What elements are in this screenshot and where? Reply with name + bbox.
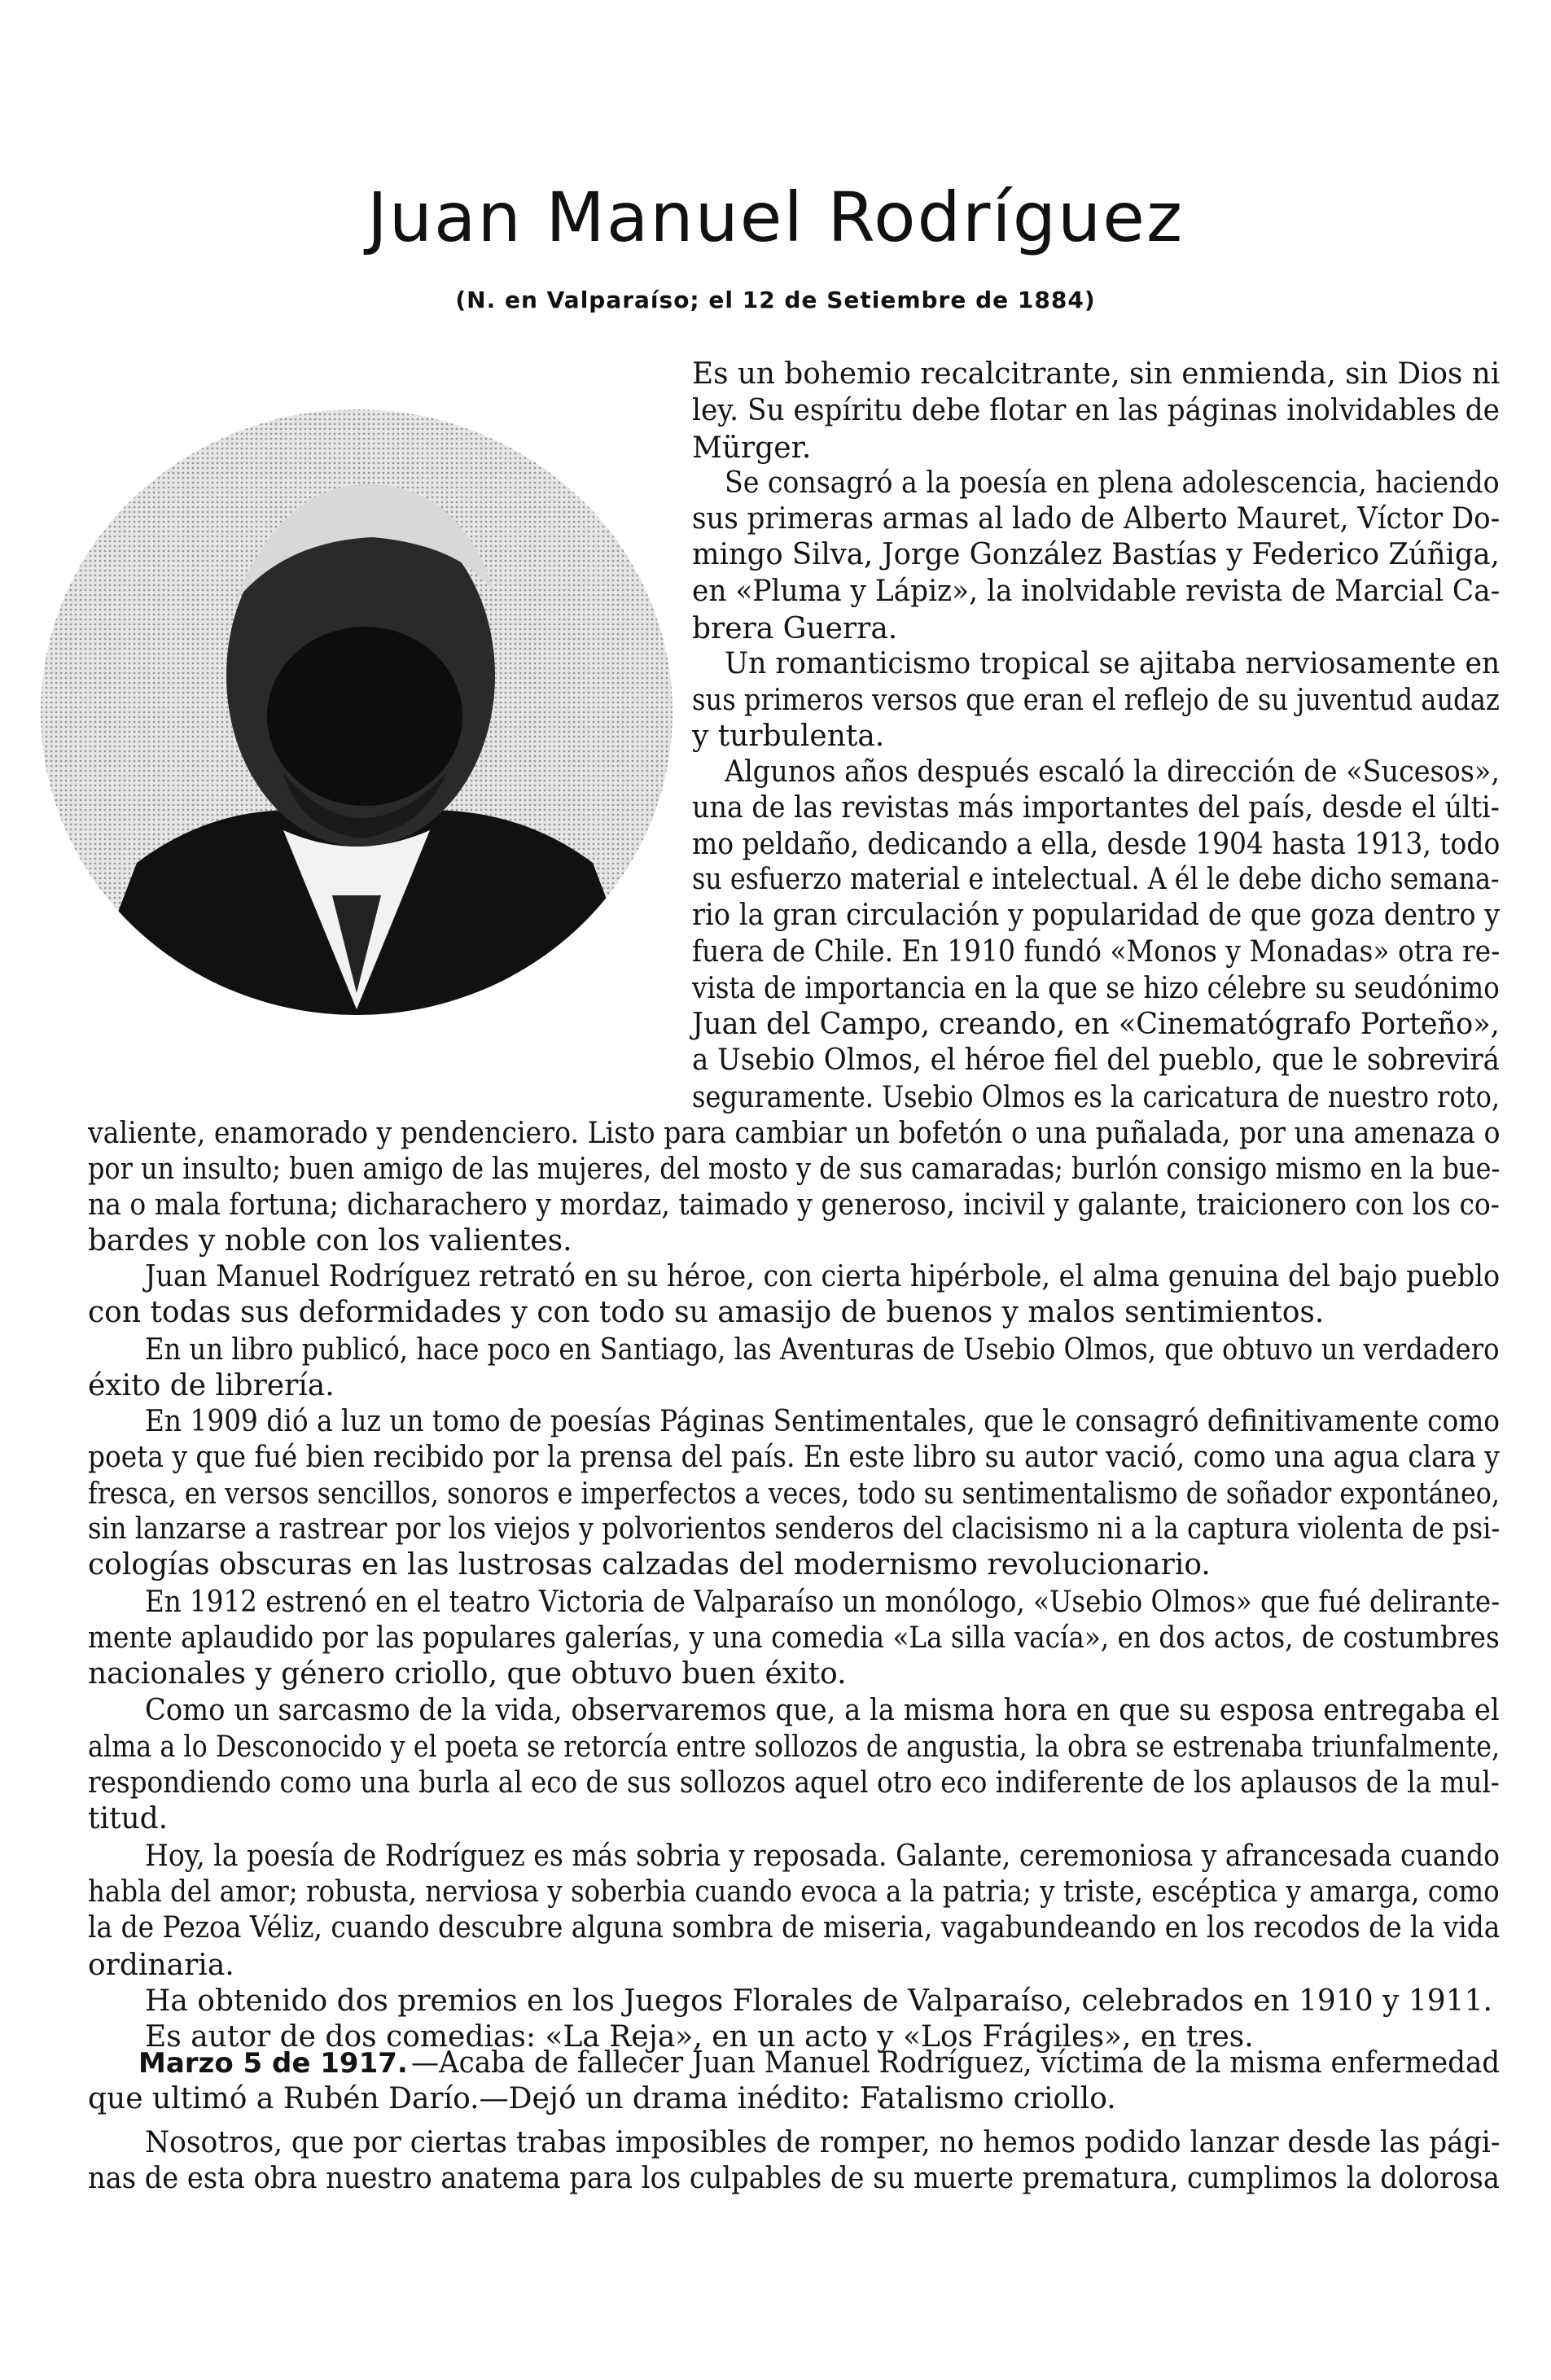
- postscript-line: que ultimó a Rubén Darío.—Dejó un drama inédito: Fatalismo criollo.: [88, 2082, 1116, 2115]
- body-text-line: por un insulto; buen amigo de las mujeres, del mosto y de sus camaradas; burlón consigo mismo en la bue-: [88, 1153, 1501, 1186]
- body-text-line: Juan del Campo, creando, en «Cinematógrafo Porteño»,: [692, 1008, 1500, 1041]
- body-text-line: mente aplaudido por las populares galerías, y una comedia «La silla vacía», en dos actos, de costumbres: [88, 1621, 1500, 1655]
- body-text-line: brera Guerra.: [692, 612, 898, 645]
- body-text-line: habla del amor; robusta, nerviosa y soberbia cuando evoca a la patria; y triste, escéptica y amarga, como: [88, 1875, 1500, 1909]
- body-text-line: nacionales y género criollo, que obtuvo buen éxito.: [88, 1657, 847, 1691]
- body-text-line: Es autor de dos comedias: «La Reja», en un acto y «Los Frágiles», en tres.: [145, 2020, 1254, 2054]
- body-text-line: en «Pluma y Lápiz», la inolvidable revista de Marcial Ca-: [692, 575, 1501, 608]
- birth-subtitle: (N. en Valparaíso; el 12 de Setiembre de 1884): [455, 287, 1096, 313]
- body-text-line: bardes y noble con los valientes.: [88, 1224, 572, 1258]
- body-text-line: seguramente. Usebio Olmos es la caricatura de nuestro roto,: [692, 1081, 1501, 1114]
- body-text-line: mingo Silva, Jorge González Bastías y Federico Zúñiga,: [692, 538, 1500, 571]
- postscript-date: Marzo 5 de 1917.: [138, 2047, 408, 2080]
- body-text-line: En un libro publicó, hace poco en Santiago, las Aventuras de Usebio Olmos, que obtuvo un verdadero: [145, 1333, 1500, 1367]
- body-text-line: mo peldaño, dedicando a ella, desde 1904 hasta 1913, todo: [692, 828, 1501, 861]
- body-text-line: Un romanticismo tropical se ajitaba nerviosamente en: [725, 647, 1501, 680]
- body-text-line: fuera de Chile. En 1910 fundó «Monos y Monadas» otra re-: [692, 935, 1501, 969]
- body-text-line: vista de importancia en la que se hizo célebre su seudónimo: [692, 972, 1500, 1005]
- body-text-line: a Usebio Olmos, el héroe fiel del pueblo, que le sobrevirá: [692, 1043, 1501, 1077]
- body-text-line: respondiendo como una burla al eco de sus sollozos aquel otro eco indiferente de los aplausos de la mul-: [88, 1766, 1500, 1800]
- body-text-line: ordinaria.: [88, 1949, 234, 1982]
- body-text-line: rio la gran circulación y popularidad de que goza dentro y: [692, 899, 1501, 932]
- body-text-line: titud.: [88, 1802, 169, 1835]
- body-text-line: y turbulenta.: [692, 720, 885, 753]
- body-text-line: fresca, en versos sencillos, sonoros e imperfectos a veces, todo su sentimentalismo de soñador expontáneo,: [88, 1477, 1500, 1511]
- body-text-line: Hoy, la poesía de Rodríguez es más sobria y reposada. Galante, ceremoniosa y afrancesada cuando: [145, 1840, 1501, 1873]
- body-text-line: Ha obtenido dos premios en los Juegos Florales de Valparaíso, celebrados en 1910 y 1911.: [145, 1984, 1492, 2018]
- body-text-line: con todas sus deformidades y con todo su amasijo de buenos y malos sentimientos.: [88, 1296, 1325, 1329]
- body-text-line: Juan Manuel Rodríguez retrató en su héroe, con cierta hipérbole, el alma genuina del bajo pueblo: [145, 1260, 1501, 1293]
- postscript-line: Nosotros, que por ciertas trabas imposibles de romper, no hemos podido lanzar desde las pági-: [145, 2126, 1501, 2159]
- body-text-line: Como un sarcasmo de la vida, observaremos que, a la misma hora en que su esposa entregaba el: [145, 1694, 1500, 1727]
- body-text-line: éxito de librería.: [88, 1369, 335, 1402]
- body-text-line: cologías obscuras en las lustrosas calzadas del modernismo revolucionario.: [88, 1548, 1211, 1582]
- body-text-line: Algunos años después escaló la dirección de «Sucesos»,: [725, 755, 1500, 789]
- body-text-line: poeta y que fué bien recibido por la prensa del país. En este libro su autor vació, como una agua clara y: [88, 1441, 1500, 1474]
- page-title: Juan Manuel Rodríguez: [366, 177, 1185, 257]
- body-text-line: su esfuerzo material e intelectual. A él le debe dicho semana-: [692, 863, 1500, 896]
- body-text-line: alma a lo Desconocido y el poeta se retorcía entre sollozos de angustia, la obra se estrenaba triunfalmente,: [88, 1730, 1501, 1764]
- body-text-line: na o mala fortuna; dicharachero y mordaz, taimado y generoso, incivil y galante, traicionero con los co-: [88, 1188, 1500, 1222]
- body-text-line: la de Pezoa Véliz, cuando descubre alguna sombra de miseria, vagabundeando en los recodos de la vida: [88, 1911, 1501, 1945]
- postscript-line: —Acaba de fallecer Juan Manuel Rodríguez, víctima de la misma enfermedad: [410, 2046, 1500, 2080]
- postscript-line: nas de esta obra nuestro anatema para los culpables de su muerte prematura, cumplimos la dolorosa: [88, 2162, 1500, 2195]
- body-text-line: Es un bohemio recalcitrante, sin enmienda, sin Dios ni: [692, 357, 1501, 391]
- body-text-line: Mürger.: [692, 431, 812, 465]
- body-text-line: sin lanzarse a rastrear por los viejos y polvorientos senderos del clacisismo ni a la captura violenta de psi-: [88, 1512, 1501, 1546]
- body-text-line: una de las revistas más importantes del país, desde el últi-: [692, 791, 1500, 825]
- body-text-line: sus primeras armas al lado de Alberto Mauret, Víctor Do-: [692, 502, 1501, 536]
- body-text-line: valiente, enamorado y pendenciero. Listo para cambiar un bofetón o una puñalada, por una amenaza o: [88, 1117, 1501, 1150]
- body-text-line: ley. Su espíritu debe flotar en las páginas inolvidables de: [692, 394, 1500, 427]
- body-text-line: Se consagró a la poesía en plena adolescencia, haciendo: [725, 466, 1500, 500]
- portrait-photo: [39, 407, 674, 1034]
- body-text-line: En 1912 estrenó en el teatro Victoria de Valparaíso un monólogo, «Usebio Olmos» que fué delirante-: [145, 1586, 1501, 1619]
- body-text-line: En 1909 dió a luz un tomo de poesías Páginas Sentimentales, que le consagró definitivamente como: [145, 1405, 1501, 1438]
- body-text-line: sus primeros versos que eran el reflejo de su juventud audaz: [692, 684, 1500, 717]
